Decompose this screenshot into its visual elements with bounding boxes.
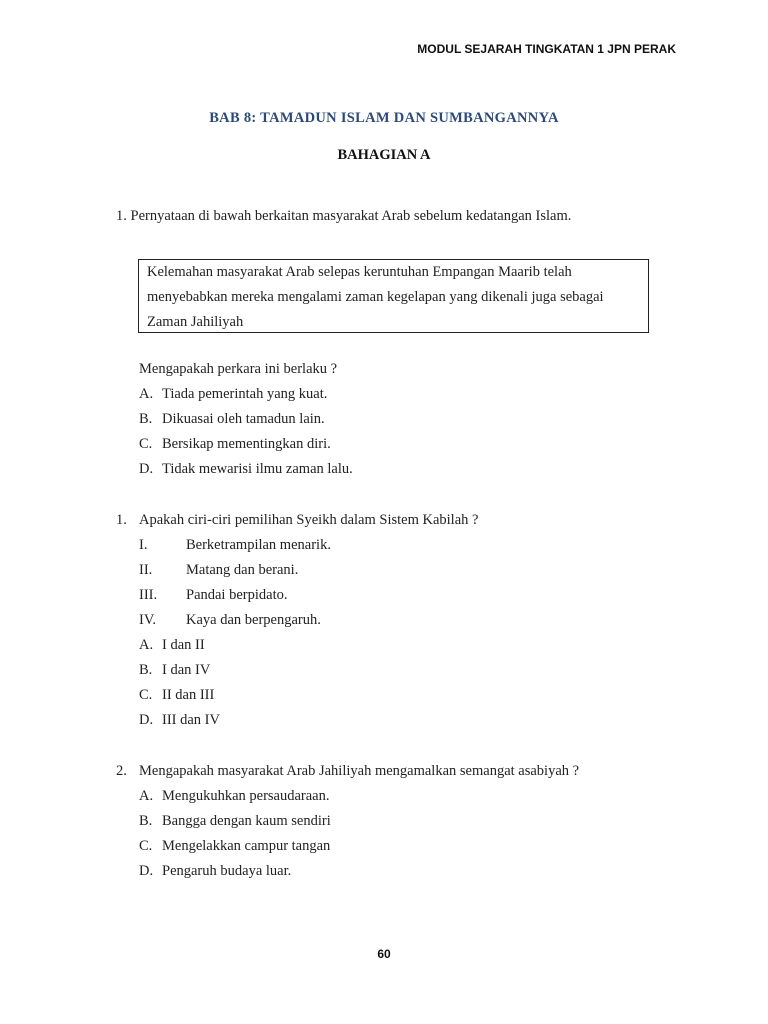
option-letter: B. bbox=[139, 662, 153, 678]
question-2-stem bbox=[116, 512, 478, 529]
quote-line: Zaman Jahiliyah bbox=[147, 314, 244, 330]
option-text: Pengaruh budaya luar. bbox=[162, 863, 292, 879]
statement-text: Kaya dan berpengaruh. bbox=[186, 612, 321, 628]
option-c bbox=[139, 436, 331, 453]
option-d bbox=[139, 863, 291, 880]
running-header: MODUL SEJARAH TINGKATAN 1 JPN PERAK bbox=[417, 42, 676, 56]
statement-text: Pandai berpidato. bbox=[186, 587, 288, 603]
option-letter: C. bbox=[139, 436, 153, 452]
option-letter: A. bbox=[139, 788, 154, 804]
statement-numeral: IV. bbox=[139, 612, 157, 628]
option-text: Bangga dengan kaum sendiri bbox=[162, 813, 331, 829]
quote-box bbox=[138, 259, 649, 333]
statement-text: Matang dan berani. bbox=[186, 562, 299, 578]
option-letter: A. bbox=[139, 386, 154, 402]
question-intro-text: Pernyataan di bawah berkaitan masyarakat Arab sebelum kedatangan Islam. bbox=[130, 208, 572, 224]
quote-line: Kelemahan masyarakat Arab selepas keruntuhan Empangan Maarib telah bbox=[147, 264, 572, 280]
option-letter: C. bbox=[139, 838, 153, 854]
statement-numeral: III. bbox=[139, 587, 158, 603]
option-letter: B. bbox=[139, 411, 153, 427]
option-a bbox=[139, 386, 327, 403]
option-b bbox=[139, 411, 325, 428]
option-b bbox=[139, 813, 331, 830]
option-c bbox=[139, 838, 330, 855]
option-letter: C. bbox=[139, 687, 153, 703]
question-number: 1. bbox=[116, 512, 127, 528]
question-stem-text: Apakah ciri-ciri pemilihan Syeikh dalam Sistem Kabilah ? bbox=[139, 512, 479, 528]
option-d bbox=[139, 712, 220, 729]
option-letter: A. bbox=[139, 637, 154, 653]
statement-iv bbox=[139, 612, 321, 629]
statement-iii bbox=[139, 587, 287, 604]
question-1-stem: Mengapakah perkara ini berlaku ? bbox=[139, 361, 338, 377]
option-text: Dikuasai oleh tamadun lain. bbox=[162, 411, 325, 427]
question-number: 2. bbox=[116, 763, 127, 779]
option-letter: D. bbox=[139, 461, 154, 477]
option-text: III dan IV bbox=[162, 712, 220, 728]
statement-i bbox=[139, 537, 331, 554]
quote-line: menyebabkan mereka mengalami zaman kegelapan yang dikenali juga sebagai bbox=[147, 289, 604, 305]
statement-ii bbox=[139, 562, 298, 579]
option-text: Mengelakkan campur tangan bbox=[162, 838, 331, 854]
section-title: BAHAGIAN A bbox=[337, 147, 431, 163]
option-text: Bersikap mementingkan diri. bbox=[162, 436, 331, 452]
option-text: I dan II bbox=[162, 637, 205, 653]
option-letter: D. bbox=[139, 712, 154, 728]
option-letter: D. bbox=[139, 863, 154, 879]
page-number: 60 bbox=[377, 947, 391, 961]
question-1-intro bbox=[116, 208, 571, 225]
question-stem-text: Mengapakah masyarakat Arab Jahiliyah mengamalkan semangat asabiyah ? bbox=[139, 763, 580, 779]
option-c bbox=[139, 687, 214, 704]
statement-numeral: I. bbox=[139, 537, 148, 553]
question-3-stem bbox=[116, 763, 579, 780]
statement-numeral: II. bbox=[139, 562, 153, 578]
option-text: Mengukuhkan persaudaraan. bbox=[162, 788, 330, 804]
question-number: 1. bbox=[116, 208, 127, 224]
option-letter: B. bbox=[139, 813, 153, 829]
chapter-title: BAB 8: TAMADUN ISLAM DAN SUMBANGANNYA bbox=[209, 110, 559, 126]
option-text: Tiada pemerintah yang kuat. bbox=[162, 386, 328, 402]
option-a bbox=[139, 637, 205, 654]
statement-text: Berketrampilan menarik. bbox=[186, 537, 331, 553]
option-text: I dan IV bbox=[162, 662, 211, 678]
option-d bbox=[139, 461, 353, 478]
option-b bbox=[139, 662, 210, 679]
option-text: Tidak mewarisi ilmu zaman lalu. bbox=[162, 461, 353, 477]
option-a bbox=[139, 788, 330, 805]
option-text: II dan III bbox=[162, 687, 215, 703]
